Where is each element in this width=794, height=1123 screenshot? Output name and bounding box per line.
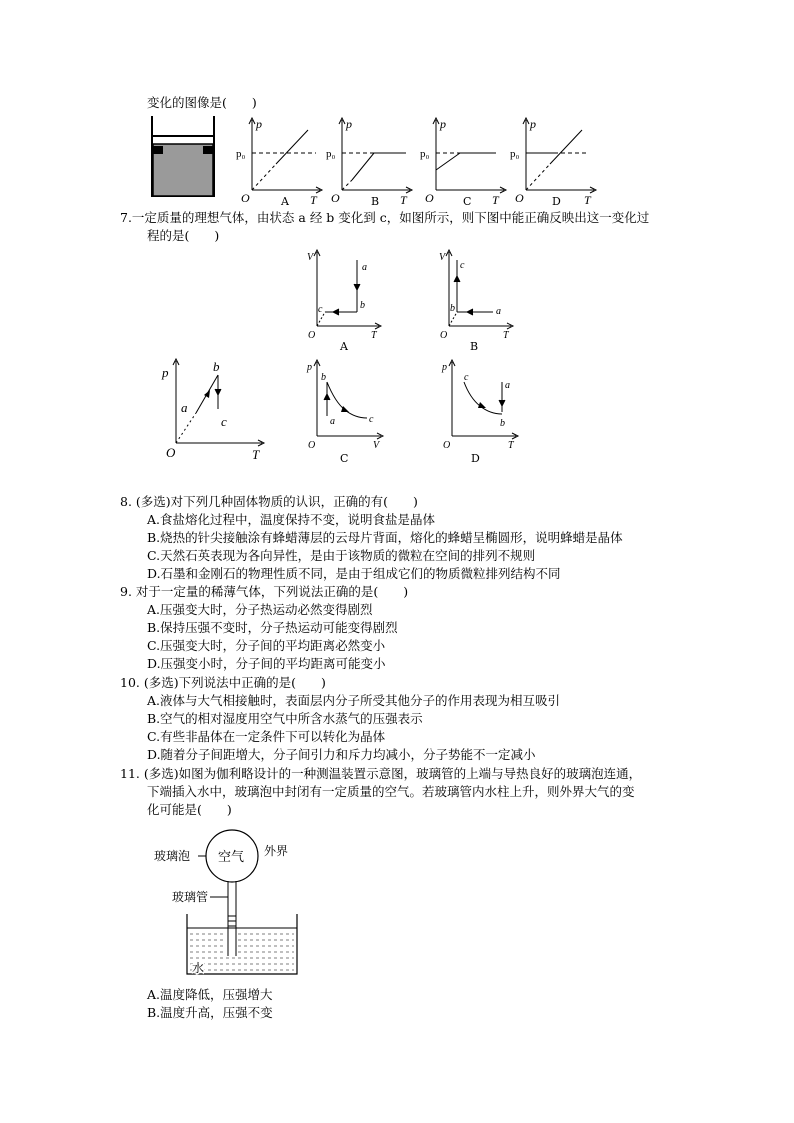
q7c-x-label: V bbox=[373, 440, 380, 451]
q6a-origin: O bbox=[241, 191, 250, 205]
q7-main-x-label: T bbox=[252, 447, 260, 462]
q7-graph-c bbox=[305, 356, 390, 456]
q8-option-b: B.烧热的针尖接触涂有蜂蜡薄层的云母片背面，熔化的蜂蜡呈椭圆形，说明蜂蜡是晶体 bbox=[147, 530, 623, 545]
q7b-x-label: T bbox=[503, 330, 509, 341]
q7d-point-a: a bbox=[505, 380, 510, 391]
q7c-point-b: b bbox=[321, 372, 326, 383]
q7c-point-c: c bbox=[369, 414, 374, 425]
q10-option-b: B.空气的相对湿度用空气中所含水蒸气的压强表示 bbox=[147, 711, 423, 726]
q11-label-water: 水 bbox=[192, 961, 205, 975]
q11-stem-line2: 下端插入水中，玻璃泡中封闭有一定质量的空气。若玻璃管内水柱上升，则外界大气的变 bbox=[147, 784, 635, 799]
q7a-point-c: c bbox=[318, 304, 323, 315]
q7a-y-label: V bbox=[307, 252, 314, 263]
q9-option-c: C.压强变大时，分子间的平均距离必然变小 bbox=[147, 638, 386, 653]
q9-stem: 9. 对于一定量的稀薄气体，下列说法正确的是( ) bbox=[120, 584, 409, 599]
q6c-y-label: p bbox=[440, 117, 446, 131]
q8-option-c: C.天然石英表现为各向异性，是由于该物质的微粒在空间的排列不规则 bbox=[147, 548, 536, 563]
q6d-ref-label: p₀ bbox=[510, 148, 520, 160]
q6c-origin: O bbox=[425, 191, 434, 205]
q6b-origin: O bbox=[331, 191, 340, 205]
q7-graph-a bbox=[305, 246, 385, 346]
q7-graph-b-label: B bbox=[470, 340, 479, 353]
q7b-origin: O bbox=[440, 330, 448, 341]
q7d-point-b: b bbox=[500, 418, 505, 429]
q7a-point-b: b bbox=[360, 300, 365, 311]
q11-label-tube: 玻璃管 bbox=[172, 890, 209, 904]
q6d-origin: O bbox=[515, 191, 524, 205]
q7d-point-c: c bbox=[464, 372, 469, 383]
q10-stem: 10. (多选)下列说法中正确的是( ) bbox=[120, 675, 326, 690]
q7-main-point-a: a bbox=[181, 400, 188, 415]
q11-stem-line3: 化可能是( ) bbox=[147, 802, 232, 817]
q7-stem-line2: 程的是( ) bbox=[147, 228, 220, 243]
q7-graph-a-label: A bbox=[340, 340, 348, 353]
q11-label-bulb: 玻璃泡 bbox=[154, 849, 191, 863]
q6b-x-label: T bbox=[400, 193, 407, 207]
q7b-point-a: a bbox=[496, 306, 501, 317]
q7-main-origin: O bbox=[166, 445, 176, 460]
q7c-origin: O bbox=[308, 440, 316, 451]
q7a-x-label: T bbox=[371, 330, 377, 341]
q7d-y-label: p bbox=[442, 362, 447, 373]
q6d-x-label: T bbox=[584, 193, 591, 207]
q7b-point-c: c bbox=[460, 260, 465, 271]
q9-option-d: D.压强变小时，分子间的平均距离可能变小 bbox=[147, 656, 386, 671]
q7-stem-line1: 7.一定质量的理想气体，由状态 a 经 b 变化到 c，如图所示，则下图中能正确反映出这一变化过 bbox=[120, 210, 650, 225]
q6-graph-b-label: B bbox=[371, 195, 380, 208]
q8-stem: 8. (多选)对下列几种固体物质的认识，正确的有( ) bbox=[120, 494, 418, 509]
q6c-x-label: T bbox=[492, 193, 499, 207]
q7b-point-b: b bbox=[450, 303, 455, 314]
q6-graph-a-label: A bbox=[281, 195, 289, 208]
q6b-ref-label: p₀ bbox=[326, 148, 336, 160]
q11-label-air: 空气 bbox=[218, 849, 245, 864]
q11-label-outside: 外界 bbox=[264, 844, 289, 858]
q6-stem-tail: 变化的图像是( ) bbox=[147, 95, 257, 110]
q8-option-d: D.石墨和金刚石的物理性质不同，是由于组成它们的物质微粒排列结构不同 bbox=[147, 566, 561, 581]
q6-graph-d-label: D bbox=[552, 195, 561, 208]
q7d-x-label: T bbox=[508, 440, 514, 451]
q7-main-graph bbox=[162, 353, 272, 473]
q10-option-a: A.液体与大气相接触时，表面层内分子所受其他分子的作用表现为相互吸引 bbox=[147, 693, 561, 708]
q7d-origin: O bbox=[443, 440, 451, 451]
q9-option-b: B.保持压强不变时，分子热运动可能变得剧烈 bbox=[147, 620, 398, 635]
q6a-x-label: T bbox=[310, 193, 317, 207]
q6-cylinder-figure bbox=[148, 116, 218, 200]
q10-option-c: C.有些非晶体在一定条件下可以转化为晶体 bbox=[147, 729, 386, 744]
q7-graph-d bbox=[440, 356, 525, 456]
q6c-ref-label: p₀ bbox=[420, 148, 430, 160]
q11-option-b: B.温度升高，压强不变 bbox=[147, 1005, 273, 1020]
q11-thermometer-figure bbox=[150, 826, 310, 976]
q9-option-a: A.压强变大时，分子热运动必然变得剧烈 bbox=[147, 602, 373, 617]
q11-stem-line1: 11. (多选)如图为伽利略设计的一种测温装置示意图，玻璃管的上端与导热良好的玻璃泡连通， bbox=[120, 766, 642, 781]
q6-graph-c-label: C bbox=[463, 195, 472, 208]
q11-option-a: A.温度降低，压强增大 bbox=[147, 987, 273, 1002]
q7c-point-a: a bbox=[330, 416, 335, 427]
q7a-point-a: a bbox=[362, 262, 367, 273]
q6d-y-label: p bbox=[530, 117, 536, 131]
q7-graph-b bbox=[437, 246, 517, 346]
q7a-origin: O bbox=[308, 330, 316, 341]
q6a-y-label: p bbox=[256, 117, 262, 131]
q7-graph-d-label: D bbox=[471, 452, 480, 465]
q7-main-y-label: p bbox=[162, 365, 169, 380]
q10-option-d: D.随着分子间距增大，分子间引力和斥力均减小，分子势能不一定减小 bbox=[147, 747, 536, 762]
q7c-y-label: p bbox=[307, 362, 312, 373]
q6b-y-label: p bbox=[346, 117, 352, 131]
q7-graph-c-label: C bbox=[340, 452, 349, 465]
q8-option-a: A.食盐熔化过程中，温度保持不变，说明食盐是晶体 bbox=[147, 512, 436, 527]
q6a-ref-label: p₀ bbox=[236, 148, 246, 160]
q7b-y-label: V bbox=[439, 252, 446, 263]
q7-main-point-c: c bbox=[221, 414, 227, 429]
q7-main-point-b: b bbox=[213, 359, 220, 374]
